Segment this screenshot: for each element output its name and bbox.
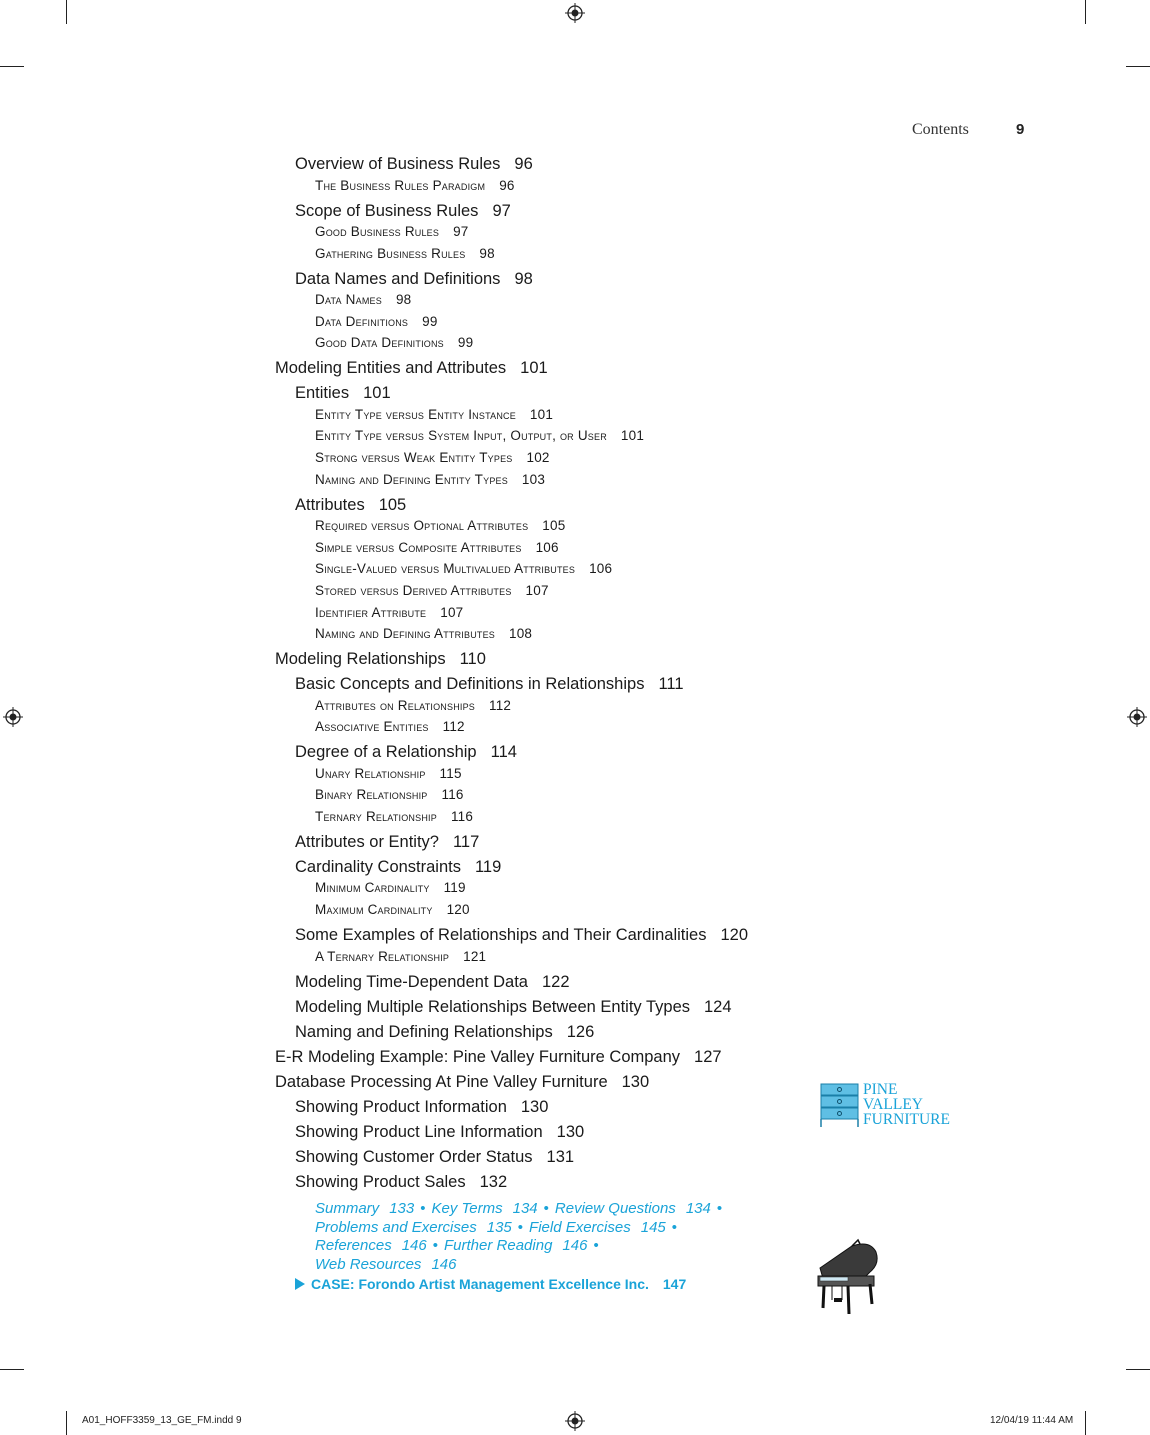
toc-entry-page: 121 [463, 948, 487, 964]
end-matter-title: Problems and Exercises [315, 1218, 477, 1236]
toc-entry-title: Showing Customer Order Status [295, 1147, 533, 1166]
toc-entry-page: 97 [492, 201, 511, 220]
toc-entry-title: Attributes [295, 495, 365, 514]
toc-entry-level-3[interactable] [315, 880, 466, 895]
end-matter-title: Web Resources [315, 1255, 422, 1273]
toc-entry-level-2[interactable] [295, 270, 533, 289]
toc-entry-page: 108 [509, 626, 533, 642]
toc-entry-level-2[interactable] [295, 496, 406, 515]
toc-entry-page: 101 [363, 384, 391, 403]
toc-entry-page: 106 [589, 561, 613, 577]
toc-entry-level-2[interactable] [295, 926, 748, 945]
toc-entry-page: 112 [489, 697, 512, 713]
toc-entry-level-3[interactable] [315, 518, 565, 533]
crop-mark [0, 66, 24, 67]
toc-entry-page: 132 [479, 1172, 508, 1191]
toc-entry-title: Required versus Optional Attributes [315, 518, 529, 534]
toc-entry-title: E-R Modeling Example: Pine Valley Furniture Company [275, 1047, 681, 1066]
toc-entry-level-2[interactable] [295, 1098, 548, 1117]
toc-entry-level-3[interactable] [315, 450, 550, 465]
end-matter-title: References [315, 1237, 392, 1254]
toc-entry-level-3[interactable] [315, 314, 438, 329]
end-matter-page: 133 [389, 1200, 415, 1217]
case-title: CASE: Forondo Artist Management Excellence Inc. [311, 1276, 649, 1292]
toc-entry-level-2[interactable] [295, 384, 391, 403]
case-entry[interactable] [295, 1276, 686, 1292]
toc-entry-level-3[interactable] [315, 246, 495, 261]
toc-entry-page: 99 [422, 313, 438, 329]
grand-piano-icon [812, 1238, 884, 1316]
toc-entry-page: 111 [658, 675, 684, 694]
toc-entry-level-3[interactable] [315, 902, 470, 917]
toc-entry-level-3[interactable] [315, 766, 462, 781]
toc-entry-page: 106 [535, 539, 559, 555]
end-matter-line [315, 1237, 785, 1256]
toc-entry-title: Attributes or Entity? [295, 832, 439, 851]
bullet-separator-icon: • [543, 1200, 549, 1217]
toc-entry-title: Degree of a Relationship [295, 743, 477, 762]
toc-entry-page: 124 [704, 997, 732, 1016]
end-matter-page: 134 [512, 1200, 538, 1217]
end-matter-line [315, 1219, 785, 1238]
toc-entry-page: 101 [520, 359, 548, 378]
toc-entry-title: Ternary Relationship [315, 808, 437, 824]
page-number: 9 [1016, 121, 1025, 138]
end-matter-link[interactable] [529, 1219, 666, 1236]
toc-entry-page: 130 [621, 1072, 650, 1091]
toc-entry-title: Modeling Relationships [275, 650, 446, 669]
running-header [0, 121, 1150, 143]
crop-mark [0, 1369, 24, 1370]
end-matter-page: 146 [431, 1255, 457, 1273]
end-matter-title: Review Questions [554, 1200, 676, 1217]
toc-entry-level-3[interactable] [315, 561, 612, 576]
toc-entry-level-3[interactable] [315, 178, 515, 193]
toc-entry-page: 98 [514, 269, 533, 288]
toc-entry-page: 116 [441, 787, 464, 803]
toc-entry-level-3[interactable] [315, 949, 486, 964]
end-matter-line [315, 1200, 785, 1219]
toc-entry-level-2[interactable] [295, 858, 501, 877]
registration-mark-icon [565, 1411, 585, 1431]
toc-entry-page: 96 [499, 177, 515, 193]
registration-mark-icon [1127, 707, 1147, 727]
toc-entry-level-3[interactable] [315, 809, 473, 824]
toc-entry-title: Data Definitions [315, 313, 409, 329]
toc-entry-level-2[interactable] [295, 833, 479, 852]
toc-entry-title: A Ternary Relationship [315, 948, 450, 964]
toc-entry-title: Unary Relationship [315, 765, 426, 781]
toc-entry-title: Cardinality Constraints [295, 857, 461, 876]
registration-mark-icon [565, 3, 585, 23]
end-matter-page: 146 [401, 1237, 427, 1254]
toc-entry-level-2[interactable] [295, 675, 684, 694]
toc-entry-title: Associative Entities [315, 719, 429, 735]
toc-entry-title: Overview of Business Rules [295, 155, 501, 173]
pine-valley-furniture-logo [820, 1082, 970, 1132]
toc-entry-level-2[interactable] [295, 1123, 584, 1142]
toc-entry-level-3[interactable] [315, 698, 511, 713]
dresser-icon [820, 1082, 860, 1128]
toc-entry-title: Identifier Attribute [315, 604, 427, 620]
end-matter-page: 134 [685, 1200, 711, 1217]
toc-entry-level-2[interactable] [295, 743, 517, 762]
toc-entry-page: 117 [452, 832, 480, 851]
toc-entry-page: 98 [479, 245, 495, 261]
toc-entry-page: 99 [457, 335, 474, 351]
toc-entry-title: Modeling Time-Dependent Data [295, 972, 528, 991]
toc-entry-title: Entity Type versus System Input, Output, or User [315, 428, 607, 444]
end-matter-page: 135 [486, 1218, 512, 1236]
toc-entry-title: Naming and Defining Attributes [315, 626, 496, 642]
toc-entry-page: 116 [450, 808, 474, 824]
end-matter-title: Field Exercises [529, 1218, 631, 1236]
toc-entry-title: Some Examples of Relationships and Their Cardinalities [295, 926, 707, 944]
logo-line: FURNITURE [863, 1111, 950, 1128]
toc-entry-level-3[interactable] [315, 335, 473, 350]
toc-entry-title: Minimum Cardinality [315, 880, 430, 896]
triangle-arrow-icon [295, 1278, 305, 1290]
toc-entry-page: 126 [566, 1022, 595, 1041]
toc-entry-page: 107 [525, 582, 549, 598]
footer-timestamp: 12/04/19 11:44 AM [990, 1415, 1074, 1426]
bullet-separator-icon: • [517, 1218, 524, 1236]
logo-line: VALLEY [863, 1096, 923, 1113]
toc-entry-title: Data Names and Definitions [295, 269, 501, 288]
bullet-separator-icon: • [420, 1200, 426, 1217]
toc-entry-page: 105 [378, 495, 407, 514]
end-matter-link[interactable] [315, 1256, 456, 1273]
toc-entry-level-3[interactable] [315, 292, 411, 307]
toc-entry-page: 105 [542, 518, 566, 534]
toc-entry-title: Single-Valued versus Multivalued Attributes [315, 561, 576, 577]
toc-entry-page: 102 [526, 450, 550, 465]
toc-entry-level-3[interactable] [315, 787, 464, 802]
crop-mark [66, 1411, 67, 1435]
toc-entry-level-2[interactable] [295, 1023, 594, 1042]
toc-entry-title: Showing Product Sales [295, 1172, 466, 1191]
toc-entry-page: 114 [490, 743, 517, 762]
toc-entry-title: Good Business Rules [315, 224, 440, 239]
toc-entry-page: 130 [520, 1097, 549, 1116]
toc-entry-title: Data Names [315, 292, 382, 308]
toc-entry-title: Entities [295, 384, 350, 403]
end-matter-title: Further Reading [444, 1237, 553, 1254]
end-matter-link[interactable] [315, 1200, 414, 1217]
footer-file-name: A01_HOFF3359_13_GE_FM.indd 9 [82, 1415, 242, 1426]
toc-entry-title: Strong versus Weak Entity Types [315, 450, 513, 465]
toc-entry-level-2[interactable] [295, 973, 570, 992]
end-matter-link[interactable] [315, 1219, 512, 1236]
toc-entry-title: Attributes on Relationships [315, 697, 476, 713]
header-label: Contents [912, 121, 969, 138]
toc-entry-level-2[interactable] [295, 155, 533, 174]
toc-entry-page: 127 [694, 1047, 722, 1066]
crop-mark [1126, 1369, 1150, 1370]
crop-mark [66, 0, 67, 24]
toc-entry-title: Binary Relationship [315, 787, 428, 803]
toc-entry-title: Scope of Business Rules [295, 201, 479, 220]
toc-entry-page: 112 [442, 719, 465, 735]
toc-entry-level-3[interactable] [315, 583, 549, 598]
toc-entry-title: Gathering Business Rules [315, 245, 466, 261]
registration-mark-icon [3, 707, 23, 727]
toc-entry-title: Good Data Definitions [315, 335, 444, 351]
toc-entry-level-3[interactable] [315, 428, 644, 443]
toc-entry-page: 96 [514, 155, 533, 173]
end-matter-title: Key Terms [431, 1200, 503, 1217]
toc-entry-level-3[interactable] [315, 626, 532, 641]
toc-entry-title: Stored versus Derived Attributes [315, 582, 512, 598]
toc-entry-level-1[interactable] [275, 1048, 722, 1067]
toc-entry-title: Entity Type versus Entity Instance [315, 406, 516, 422]
chapter-end-matter [315, 1200, 785, 1274]
toc-entry-page: 98 [395, 292, 412, 308]
toc-entry-title: Modeling Multiple Relationships Between Entity Types [295, 997, 690, 1016]
toc-entry-title: Naming and Defining Relationships [295, 1022, 553, 1041]
toc-entry-page: 130 [556, 1122, 585, 1141]
toc-entry-title: Showing Product Information [295, 1097, 507, 1116]
toc-entry-page: 110 [459, 650, 486, 669]
toc-entry-page: 131 [546, 1147, 575, 1166]
toc-entry-level-1[interactable] [275, 650, 486, 669]
end-matter-link[interactable] [444, 1237, 587, 1254]
toc-entry-level-2[interactable] [295, 998, 732, 1017]
toc-entry-page: 122 [541, 972, 570, 991]
toc-entry-title: Basic Concepts and Definitions in Relationships [295, 675, 645, 694]
case-page: 147 [662, 1276, 687, 1292]
toc-entry-page: 101 [529, 406, 554, 422]
toc-entry-level-3[interactable] [315, 540, 559, 555]
crop-mark [1085, 0, 1086, 24]
toc-entry-level-2[interactable] [295, 202, 511, 221]
toc-entry-level-3[interactable] [315, 224, 469, 239]
toc-entry-page: 120 [720, 926, 749, 944]
bullet-separator-icon: • [716, 1200, 723, 1217]
toc-entry-level-2[interactable] [295, 1173, 507, 1192]
toc-entry-page: 103 [521, 471, 546, 487]
toc-entry-title: Modeling Entities and Attributes [275, 359, 507, 378]
toc-entry-title: The Business Rules Paradigm [315, 177, 486, 193]
bullet-separator-icon: • [432, 1237, 439, 1254]
toc-entry-page: 101 [620, 428, 645, 444]
crop-mark [1085, 1411, 1086, 1435]
toc-entry-title: Naming and Defining Entity Types [315, 471, 508, 487]
toc-entry-title: Showing Product Line Information [295, 1122, 543, 1141]
toc-entry-level-3[interactable] [315, 719, 465, 734]
toc-entry-page: 119 [474, 857, 502, 876]
toc-entry-level-2[interactable] [295, 1148, 574, 1167]
toc-entry-level-1[interactable] [275, 359, 548, 378]
end-matter-page: 146 [562, 1237, 588, 1254]
end-matter-link[interactable] [431, 1200, 537, 1217]
toc-entry-level-1[interactable] [275, 1073, 649, 1092]
bullet-separator-icon: • [671, 1218, 678, 1236]
toc-entry-page: 97 [453, 224, 469, 239]
end-matter-line [315, 1256, 785, 1275]
toc-entry-title: Simple versus Composite Attributes [315, 539, 522, 555]
logo-line: PINE [863, 1081, 898, 1098]
toc-entry-page: 120 [446, 902, 470, 917]
toc-entry-page: 115 [439, 765, 462, 781]
crop-mark [1126, 66, 1150, 67]
toc-entry-page: 107 [440, 604, 464, 620]
toc-entry-title: Maximum Cardinality [315, 902, 433, 917]
logo-text [863, 1082, 950, 1127]
end-matter-link[interactable] [315, 1237, 427, 1254]
toc-entry-level-3[interactable] [315, 407, 553, 422]
end-matter-page: 145 [640, 1218, 666, 1236]
bullet-separator-icon: • [593, 1237, 599, 1254]
end-matter-link[interactable] [555, 1200, 711, 1217]
toc-entry-page: 119 [443, 880, 466, 896]
toc-entry-title: Database Processing At Pine Valley Furniture [275, 1072, 608, 1091]
end-matter-title: Summary [315, 1200, 380, 1217]
toc-entry-level-3[interactable] [315, 472, 545, 487]
toc-entry-level-3[interactable] [315, 605, 463, 620]
